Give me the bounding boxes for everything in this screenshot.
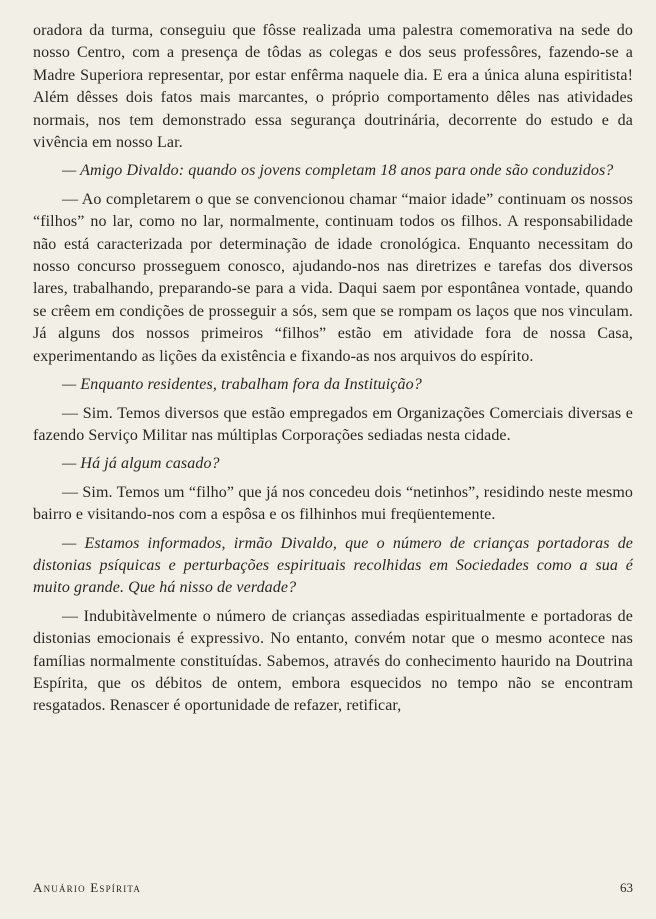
paragraph-question: — Amigo Divaldo: quando os jovens completam 18 anos para onde são conduzidos? (62, 162, 614, 180)
paragraph-answer: — Sim. Temos um “filho” que já nos concedeu dois “netinhos”, residindo neste mesmo bairro e visitando-nos com a espôsa e os filhinhos mui freqüentemente. (33, 483, 633, 524)
paragraph-answer: — Sim. Temos diversos que estão empregados em Organizações Comerciais diversas e fazendo Serviço Militar nas múltiplas Corporações sediadas nesta cidade. (33, 404, 633, 444)
page-footer (33, 880, 633, 896)
page-number: 63 (620, 880, 633, 895)
paragraph-question: — Há já algum casado? (62, 455, 220, 473)
paragraph-question: — Enquanto residentes, trabalham fora da Instituição? (62, 376, 422, 394)
paragraph-answer-continued: oradora da turma, conseguiu que fôsse realizada uma palestra comemorativa na sede do nosso Centro, com a presença de tôdas as colegas e dos seus professôres, fazendo-se a Madre Superiora representar, por estar enfêrma naquele dia. E era a única aluna espiritista! Além dêsses dois fatos mais marcantes, o próprio comportamento dêles nas atividades normais, nos tem demonstrado essa segurança doutrinária, decorrente do estudo e da vivência em nosso Lar. (33, 22, 633, 152)
paragraph-answer: — Ao completarem o que se convencionou chamar “maior idade” continuam os nossos “filhos” no lar, como no lar, normalmente, continuam todos os filhos. A responsabilidade não está caracterizada por determinação de idade cronológica. Enquanto necessitam do nosso concurso prosseguem conosco, ajudando-nos nas diretrizes e tarefas dos diversos lares, trabalhando, preparando-se para a vida. Daqui saem por espontânea vontade, quando se crêem em condições de prosseguir a sós, sem que se rompam os laços que nos vinculam. Já alguns dos nossos primeiros “filhos” estão em atividade fora de nossa Casa, experimentando as lições da existência e fixando-as nos arquivos do espírito. (33, 190, 633, 365)
paragraph-answer: — Indubitàvelmente o número de crianças assediadas espiritualmente e portadoras de distonias emocionais é expressivo. No entanto, convém notar que o mesmo acontece nas famílias normalmente constituídas. Sabemos, através do conhecimento haurido na Doutrina Espírita, que os débitos de ontem, embora esquecidos no tempo não se encontram resgatados. Renascer é oportunidade de refazer, retificar, (33, 607, 633, 715)
page-body (33, 20, 633, 718)
running-head: Anuário Espírita (33, 880, 142, 895)
paragraph-question: — Estamos informados, irmão Divaldo, que o número de crianças portadoras de distonias psíquicas e perturbações espirituais recolhidas em Sociedades como a sua é muito grande. Que há nisso de verdade? (33, 534, 633, 597)
